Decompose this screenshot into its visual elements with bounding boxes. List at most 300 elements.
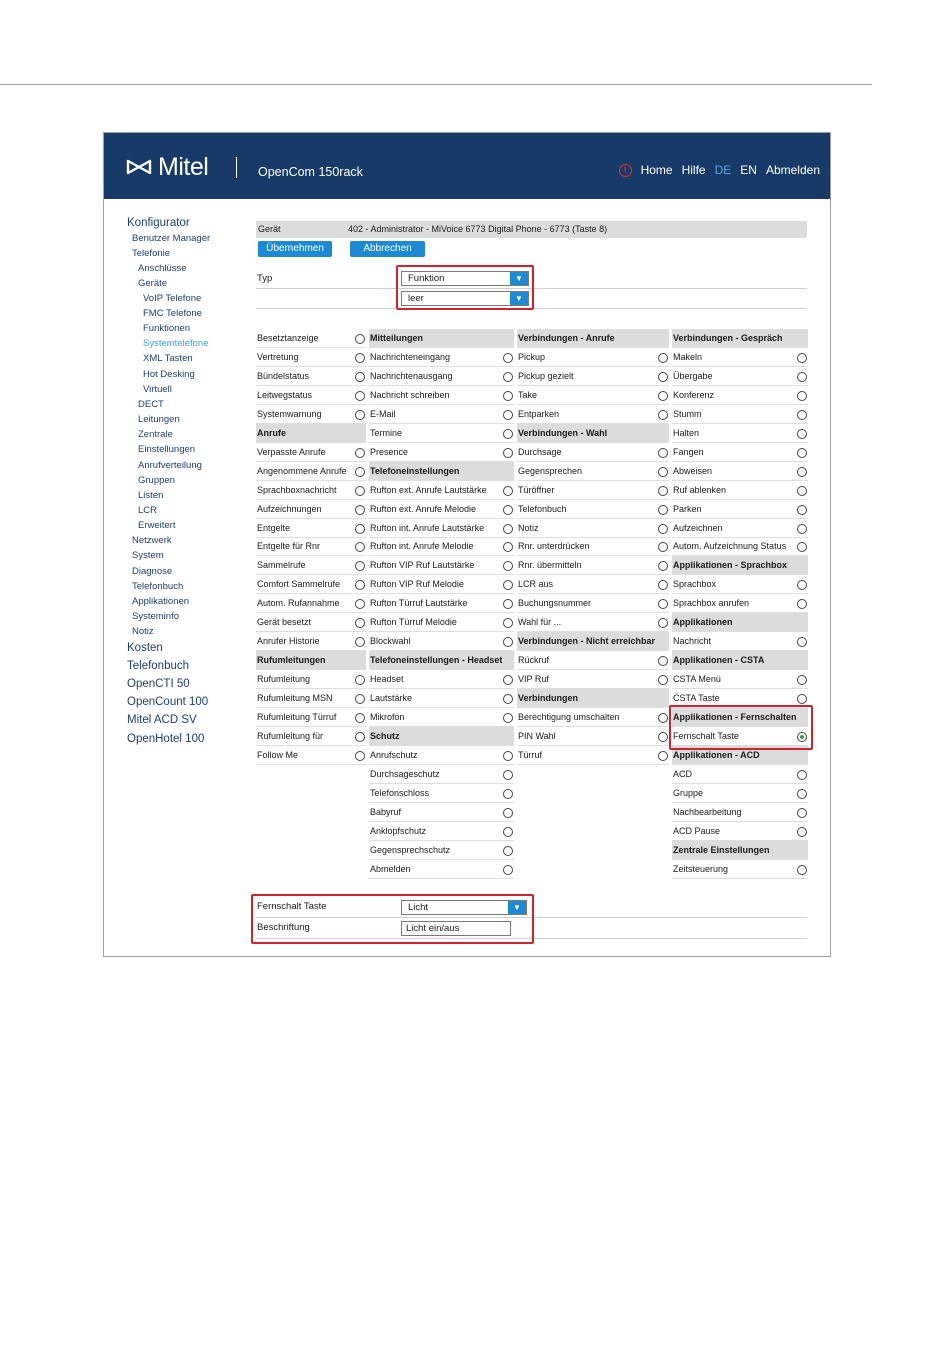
option-label: Schutz [370, 730, 400, 741]
function-option[interactable] [672, 500, 808, 519]
option-label: Anklopfschutz [370, 825, 427, 836]
function-option[interactable] [672, 575, 808, 594]
function-option[interactable] [672, 822, 808, 841]
group-header [369, 329, 514, 348]
function-option[interactable] [256, 708, 366, 727]
function-option[interactable] [517, 594, 669, 613]
function-option[interactable] [369, 519, 514, 538]
option-label: ACD Pause [673, 825, 721, 836]
radio-button[interactable] [355, 372, 365, 382]
sidebar-item[interactable]: Anrufverteilung [138, 460, 202, 471]
group-header [672, 841, 808, 860]
sidebar-item[interactable]: Listen [138, 490, 164, 501]
radio-button[interactable] [355, 505, 365, 515]
option-label: Fangen [673, 446, 704, 457]
radio-button[interactable] [503, 580, 513, 590]
group-header [517, 689, 669, 708]
radio-button[interactable] [797, 353, 807, 363]
function-option[interactable] [517, 500, 669, 519]
radio-button[interactable] [355, 486, 365, 496]
function-option[interactable] [672, 519, 808, 538]
radio-button[interactable] [797, 372, 807, 382]
function-option[interactable] [256, 348, 366, 367]
option-label: Buchungsnummer [518, 598, 592, 609]
radio-button[interactable] [658, 732, 668, 742]
option-label: Nachricht [673, 636, 712, 647]
radio-button[interactable] [797, 789, 807, 799]
group-header [517, 632, 669, 651]
function-option[interactable] [256, 575, 366, 594]
radio-button[interactable] [503, 391, 513, 401]
logo-text: Mitel [158, 152, 209, 181]
function-option[interactable] [517, 556, 669, 575]
radio-button[interactable] [797, 827, 807, 837]
radio-button[interactable] [658, 561, 668, 571]
option-label: E-Mail [370, 408, 396, 419]
option-label: Follow Me [257, 749, 299, 760]
radio-button[interactable] [503, 505, 513, 515]
function-option[interactable] [256, 613, 366, 632]
radio-button[interactable] [503, 770, 513, 780]
sidebar-item[interactable]: VoIP Telefone [143, 293, 202, 304]
highlight-remote-settings [251, 894, 534, 944]
option-label: Telefonschloss [370, 787, 430, 798]
option-label: Mitteilungen [370, 333, 423, 343]
radio-button[interactable] [503, 751, 513, 761]
sidebar-item[interactable]: FMC Telefone [143, 308, 202, 319]
function-option[interactable] [256, 329, 366, 348]
function-option[interactable] [369, 822, 514, 841]
function-option[interactable] [369, 746, 514, 765]
option-label: Entgelte [257, 522, 291, 533]
function-option[interactable] [256, 481, 366, 500]
option-label: Bündelstatus [257, 370, 310, 381]
radio-button[interactable] [658, 524, 668, 534]
function-option[interactable] [369, 632, 514, 651]
function-option[interactable] [672, 765, 808, 784]
option-label: Ruf ablenken [673, 484, 727, 495]
option-label: Leitwegstatus [257, 389, 313, 400]
radio-button[interactable] [797, 486, 807, 496]
sidebar-item[interactable]: Anschlüsse [138, 263, 187, 274]
apply-button[interactable]: Übernehmen [258, 241, 332, 257]
function-option[interactable] [369, 765, 514, 784]
sidebar-item[interactable]: Telefonie [132, 248, 171, 259]
function-option[interactable] [517, 481, 669, 500]
radio-button[interactable] [797, 675, 807, 685]
sidebar-item[interactable]: Leitungen [138, 414, 180, 425]
sidebar-item[interactable]: Applikationen [132, 596, 190, 607]
remote-select-value: Licht [408, 902, 429, 913]
function-option[interactable] [369, 537, 514, 556]
sidebar-item[interactable]: Zentrale [138, 429, 173, 440]
option-label: Gerät besetzt [257, 617, 312, 628]
function-option[interactable] [517, 443, 669, 462]
option-label: Mikrofon [370, 712, 405, 722]
group-header [369, 462, 514, 481]
radio-button[interactable] [797, 694, 807, 704]
radio-button[interactable] [503, 448, 513, 458]
radio-button[interactable] [503, 542, 513, 552]
device-value: 402 - Administrator - MiVoice 6773 Digital Phone - 6773 (Taste 8) [348, 224, 608, 234]
function-option[interactable] [517, 651, 669, 670]
function-option[interactable] [369, 803, 514, 822]
option-label: Verbindungen - Gespräch [673, 333, 783, 343]
highlight-fernschalten [669, 705, 813, 750]
option-label: Rufton Türruf Lautstärke [370, 598, 468, 609]
function-option[interactable] [672, 424, 808, 443]
radio-button[interactable] [658, 618, 668, 628]
mitel-logo-icon [126, 158, 152, 176]
radio-button[interactable] [797, 580, 807, 590]
radio-button[interactable] [503, 561, 513, 571]
sidebar-item[interactable]: XML Tasten [143, 353, 193, 364]
option-label: Systemwarnung [257, 408, 322, 419]
radio-button[interactable] [503, 846, 513, 856]
radio-button[interactable] [355, 732, 365, 742]
radio-button[interactable] [355, 467, 365, 477]
function-option[interactable] [672, 670, 808, 689]
option-label: Telefoneinstellungen - Headset [370, 655, 503, 666]
option-label: Autom. Aufzeichnung Status [673, 541, 787, 552]
option-label: Sprachboxnachricht [257, 484, 337, 495]
sidebar-item[interactable]: Virtuell [143, 384, 172, 395]
function-option[interactable] [256, 386, 366, 405]
nav-lang-en[interactable]: EN [740, 163, 757, 177]
option-label: Pickup [518, 351, 546, 362]
sidebar-item[interactable]: Konfigurator [127, 217, 190, 229]
sidebar-item[interactable]: Gruppen [138, 475, 175, 486]
group-header [256, 424, 366, 443]
option-label: CSTA Taste [673, 693, 720, 704]
radio-button[interactable] [658, 713, 668, 723]
function-option[interactable] [369, 841, 514, 860]
option-label: Wahl für ... [518, 617, 562, 628]
function-option[interactable] [672, 367, 808, 386]
radio-button[interactable] [658, 372, 668, 382]
function-option[interactable] [517, 519, 669, 538]
caption-input[interactable]: Licht ein/aus [401, 921, 511, 936]
function-option[interactable] [672, 632, 808, 651]
function-option[interactable] [672, 784, 808, 803]
nav-logout-link[interactable]: Abmelden [765, 163, 820, 177]
function-option[interactable] [517, 386, 669, 405]
function-option[interactable] [256, 462, 366, 481]
sidebar-item[interactable]: DECT [138, 399, 164, 410]
sidebar-item[interactable]: Erweitert [138, 520, 176, 531]
radio-button[interactable] [797, 429, 807, 439]
radio-button[interactable] [797, 770, 807, 780]
radio-button[interactable] [797, 505, 807, 515]
function-option[interactable] [517, 727, 669, 746]
radio-button[interactable] [355, 675, 365, 685]
radio-button[interactable] [797, 865, 807, 875]
group-header [369, 727, 514, 746]
radio-button[interactable] [658, 751, 668, 761]
function-option[interactable] [256, 594, 366, 613]
option-label: Rufumleitung MSN [257, 693, 333, 704]
function-option[interactable] [517, 575, 669, 594]
option-label: Aufzeichnen [673, 522, 723, 533]
radio-button[interactable] [355, 410, 365, 420]
radio-button[interactable] [355, 694, 365, 704]
option-label: Türöffner [518, 484, 555, 495]
sidebar-item[interactable]: Systemtelefone [143, 338, 209, 349]
option-label: Rufton int. Anrufe Melodie [370, 541, 474, 552]
radio-button[interactable] [355, 637, 365, 647]
radio-button[interactable] [503, 410, 513, 420]
function-option[interactable] [517, 537, 669, 556]
function-option[interactable] [256, 670, 366, 689]
function-option[interactable] [672, 860, 808, 879]
function-option[interactable] [517, 348, 669, 367]
function-option[interactable] [369, 860, 514, 879]
option-label: Babyruf [370, 806, 402, 817]
radio-button[interactable] [797, 448, 807, 458]
sidebar-item[interactable]: Kosten [127, 642, 163, 654]
radio-button[interactable] [503, 694, 513, 704]
radio-button[interactable] [503, 486, 513, 496]
option-label: Applikationen - Sprachbox [673, 560, 788, 571]
function-option[interactable] [256, 500, 366, 519]
group-header [369, 651, 514, 670]
sidebar-item[interactable]: OpenCount 100 [127, 696, 209, 708]
nav-home-link[interactable]: Home [640, 163, 673, 177]
option-label: Gegensprechschutz [370, 844, 451, 855]
function-option[interactable] [369, 424, 514, 443]
option-label: Telefoneinstellungen [370, 465, 460, 476]
radio-button[interactable] [658, 410, 668, 420]
option-label: Fernschalt Taste [673, 730, 739, 741]
function-option[interactable] [672, 405, 808, 424]
function-option[interactable] [517, 746, 669, 765]
radio-button[interactable] [355, 334, 365, 344]
function-option[interactable] [256, 537, 366, 556]
radio-button[interactable] [503, 372, 513, 382]
option-label: ACD [673, 768, 693, 779]
sidebar-item[interactable]: Benutzer Manager [132, 233, 211, 244]
radio-button[interactable] [355, 618, 365, 628]
function-select-value: leer [408, 293, 424, 304]
radio-button[interactable] [355, 580, 365, 590]
radio-button[interactable] [658, 656, 668, 666]
nav-lang-de[interactable]: DE [714, 163, 732, 177]
radio-button[interactable] [658, 353, 668, 363]
page-top-rule [0, 84, 872, 85]
sidebar-item[interactable]: Geräte [138, 278, 168, 289]
function-option[interactable] [256, 556, 366, 575]
function-option[interactable] [369, 689, 514, 708]
radio-button[interactable] [658, 486, 668, 496]
function-option[interactable] [369, 594, 514, 613]
function-option[interactable] [672, 803, 808, 822]
option-label: Besetztanzeige [257, 333, 319, 343]
function-option[interactable] [672, 348, 808, 367]
radio-button[interactable] [658, 599, 668, 609]
function-option[interactable] [369, 405, 514, 424]
function-option[interactable] [256, 367, 366, 386]
radio-button[interactable] [355, 599, 365, 609]
sidebar-item[interactable]: OpenHotel 100 [127, 733, 205, 745]
group-header [672, 651, 808, 670]
option-label: Durchsageschutz [370, 768, 440, 779]
option-label: Comfort Sammelrufe [257, 579, 341, 590]
radio-button[interactable] [797, 542, 807, 552]
function-option[interactable] [256, 727, 366, 746]
sidebar-item[interactable]: System [132, 550, 164, 561]
radio-button[interactable] [797, 410, 807, 420]
sidebar-item[interactable]: Funktionen [143, 323, 191, 334]
option-label: Pickup gezielt [518, 370, 574, 381]
radio-button[interactable] [658, 580, 668, 590]
function-option[interactable] [517, 613, 669, 632]
function-option[interactable] [369, 670, 514, 689]
radio-button[interactable] [355, 353, 365, 363]
option-label: Verbindungen - Nicht erreichbar [518, 636, 656, 647]
chevron-down-icon: ▼ [510, 272, 528, 285]
option-label: Applikationen [673, 617, 733, 628]
cancel-button[interactable]: Abbrechen [350, 241, 425, 257]
function-option[interactable] [369, 575, 514, 594]
sidebar-item[interactable]: Telefonbuch [132, 581, 184, 592]
option-label: Gegensprechen [518, 465, 583, 476]
function-option[interactable] [672, 443, 808, 462]
radio-button[interactable] [503, 524, 513, 534]
function-option[interactable] [256, 519, 366, 538]
option-label: Stumm [673, 408, 702, 419]
option-label: Applikationen - CSTA [673, 655, 765, 666]
radio-button[interactable] [355, 561, 365, 571]
radio-button[interactable] [503, 789, 513, 799]
highlight-typ [396, 265, 534, 310]
sidebar-item[interactable]: Mitel ACD SV [127, 714, 197, 726]
radio-button[interactable] [503, 429, 513, 439]
function-option[interactable] [517, 462, 669, 481]
function-option[interactable] [672, 594, 808, 613]
radio-button[interactable] [658, 542, 668, 552]
function-option[interactable] [517, 708, 669, 727]
function-option[interactable] [369, 613, 514, 632]
option-label: Sammelrufe [257, 560, 306, 571]
radio-button[interactable] [658, 391, 668, 401]
device-label: Gerät [258, 224, 281, 234]
radio-button[interactable] [503, 827, 513, 837]
function-option[interactable] [672, 537, 808, 556]
option-label: Rufumleitung Türruf [257, 712, 337, 722]
radio-button[interactable] [355, 713, 365, 723]
option-label: VIP Ruf [518, 674, 549, 685]
option-label: Sprachbox [673, 579, 717, 590]
function-option[interactable] [369, 556, 514, 575]
option-label: Angenommene Anrufe [257, 465, 347, 476]
radio-button[interactable] [503, 618, 513, 628]
function-option[interactable] [672, 462, 808, 481]
option-label: Presence [370, 446, 409, 457]
option-label: Makeln [673, 351, 703, 362]
sidebar-item[interactable]: Diagnose [132, 566, 173, 577]
function-option[interactable] [517, 670, 669, 689]
function-option[interactable] [256, 632, 366, 651]
radio-button[interactable] [797, 599, 807, 609]
sidebar-item[interactable]: Systeminfo [132, 611, 179, 622]
function-option[interactable] [369, 367, 514, 386]
typ-label: Typ [257, 273, 273, 284]
option-label: Nachricht schreiben [370, 389, 450, 400]
header-divider [236, 157, 237, 178]
radio-button[interactable] [658, 675, 668, 685]
radio-button[interactable] [503, 637, 513, 647]
radio-button[interactable] [658, 448, 668, 458]
option-label: Halten [673, 427, 700, 438]
function-option[interactable] [369, 348, 514, 367]
function-option[interactable] [369, 500, 514, 519]
sidebar-item[interactable]: OpenCTI 50 [127, 678, 190, 690]
function-option[interactable] [256, 405, 366, 424]
sidebar-item[interactable]: Hot Desking [143, 369, 195, 380]
radio-button[interactable] [503, 808, 513, 818]
function-option[interactable] [369, 481, 514, 500]
nav-help-link[interactable]: Hilfe [681, 163, 706, 177]
radio-button[interactable] [503, 599, 513, 609]
radio-button[interactable] [503, 865, 513, 875]
radio-button[interactable] [658, 505, 668, 515]
function-option[interactable] [369, 784, 514, 803]
group-header [256, 651, 366, 670]
radio-button[interactable] [355, 391, 365, 401]
radio-button[interactable] [658, 467, 668, 477]
radio-button[interactable] [355, 524, 365, 534]
function-option[interactable] [369, 386, 514, 405]
radio-button[interactable] [503, 713, 513, 723]
sidebar-item[interactable]: Netzwerk [132, 535, 172, 546]
function-option[interactable] [256, 443, 366, 462]
radio-button[interactable] [503, 675, 513, 685]
radio-button[interactable] [797, 808, 807, 818]
sidebar-item[interactable]: Einstellungen [138, 444, 196, 455]
function-option[interactable] [672, 481, 808, 500]
option-label: Verbindungen [518, 693, 579, 704]
function-option[interactable] [672, 386, 808, 405]
radio-button[interactable] [797, 637, 807, 647]
radio-button[interactable] [797, 524, 807, 534]
option-label: Notiz [518, 522, 539, 533]
function-option[interactable] [517, 405, 669, 424]
radio-button[interactable] [355, 542, 365, 552]
sidebar-item[interactable]: LCR [138, 505, 158, 516]
option-label: Lautstärke [370, 693, 413, 704]
function-option[interactable] [369, 443, 514, 462]
function-option[interactable] [517, 367, 669, 386]
radio-button[interactable] [797, 467, 807, 477]
warning-icon[interactable]: ! [619, 164, 632, 177]
function-option[interactable] [369, 708, 514, 727]
radio-button[interactable] [355, 448, 365, 458]
option-label: Verbindungen - Wahl [518, 427, 608, 438]
option-label: Vertretung [257, 351, 299, 362]
option-label: Rufton Türruf Melodie [370, 617, 457, 628]
option-label: Rnr. unterdrücken [518, 541, 590, 552]
function-option[interactable] [256, 746, 366, 765]
radio-button[interactable] [797, 391, 807, 401]
radio-button[interactable] [503, 353, 513, 363]
sidebar-item[interactable]: Telefonbuch [127, 660, 190, 672]
option-label: Rückruf [518, 655, 550, 666]
option-label: LCR aus [518, 579, 554, 590]
radio-button[interactable] [355, 751, 365, 761]
sidebar-item[interactable]: Notiz [132, 626, 154, 637]
function-option[interactable] [256, 689, 366, 708]
option-label: Rufumleitungen [257, 655, 326, 666]
